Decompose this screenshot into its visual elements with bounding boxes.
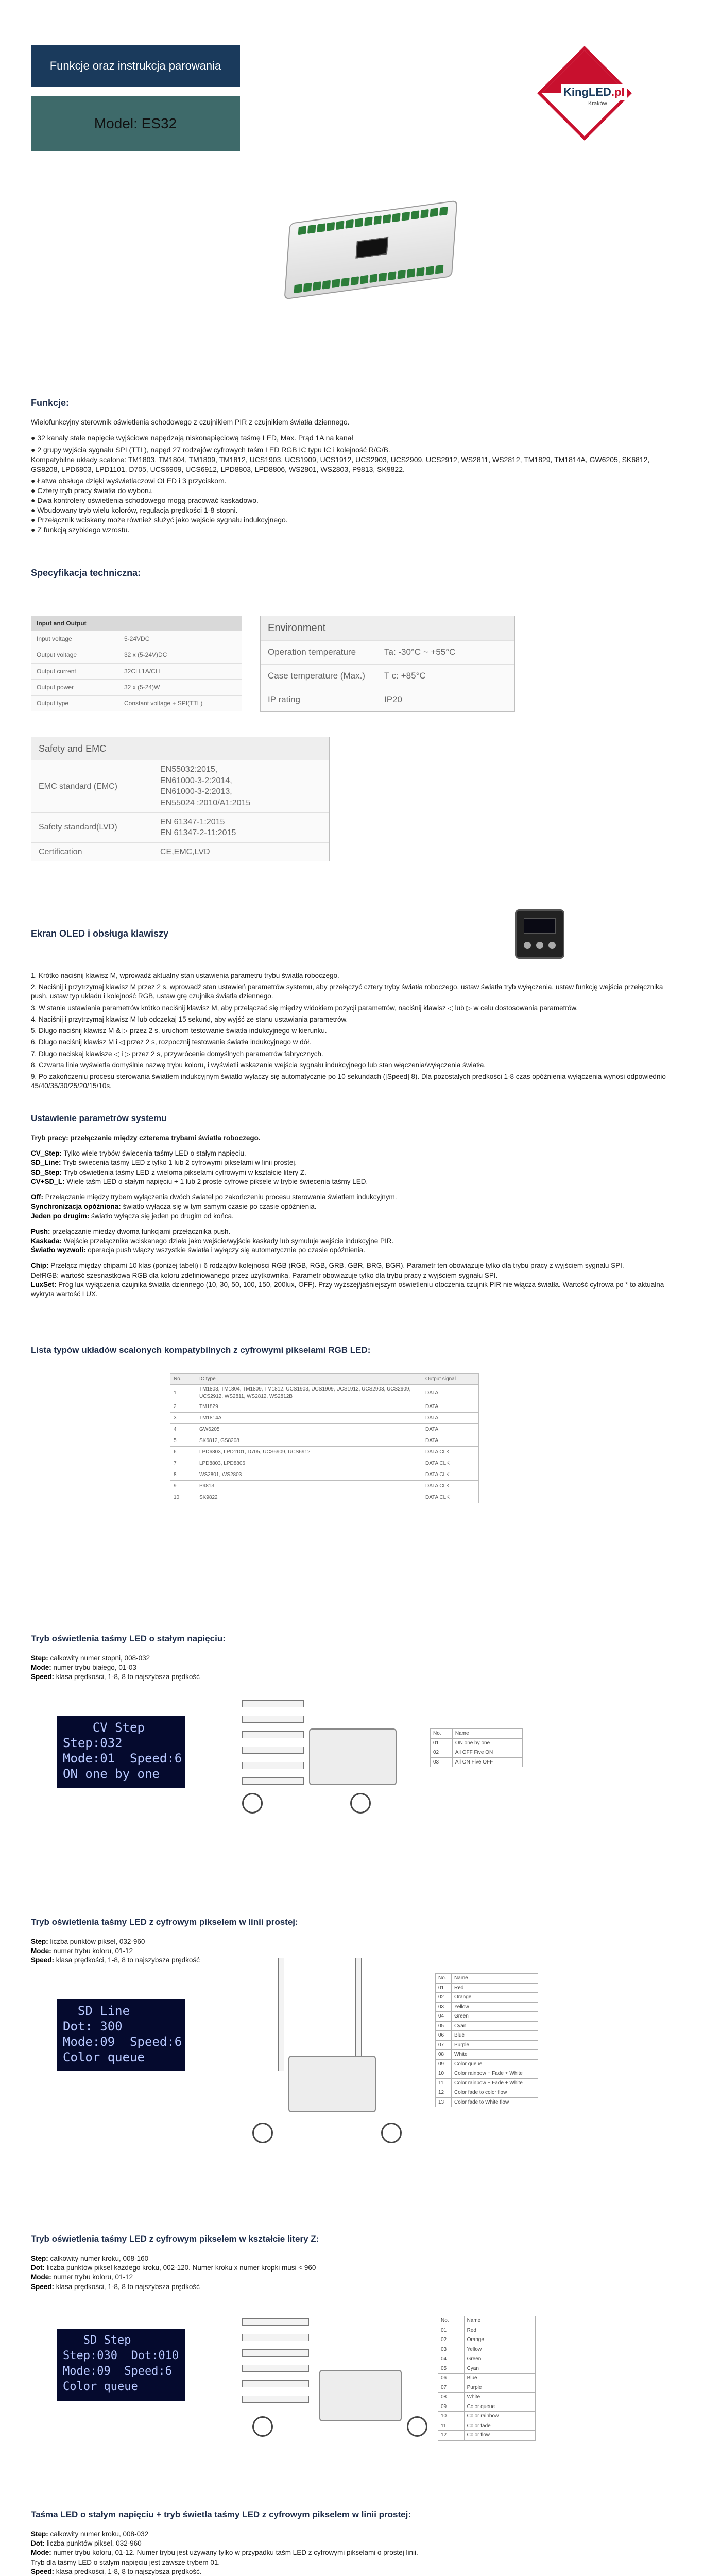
table-row: No. Name xyxy=(431,1729,523,1739)
table-row: 5 SK6812, GS8208 DATA xyxy=(170,1435,479,1447)
param-line: Speed: klasa prędkości, 1-8, 8 to najszybsza prędkość. xyxy=(31,2567,202,2575)
key-m-icon xyxy=(536,942,543,949)
table-row: 05 Cyan xyxy=(438,2364,536,2374)
led-strip-icon xyxy=(242,2396,309,2403)
io-value: 5-24VDC xyxy=(124,635,150,643)
functions-title: Funkcje: xyxy=(31,398,70,408)
oled-item: 7. Długo naciskaj klawisze ◁ i ▷ przez 2 s, przywrócenie domyślnych parametrów fabrycznych. xyxy=(31,1049,323,1058)
table-row: 05 Cyan xyxy=(436,2021,538,2031)
table-row: 07 Purple xyxy=(438,2383,536,2393)
safety-value: EN 61347-1:2015 EN 61347-2-11:2015 xyxy=(160,817,236,838)
functions-bullet: ● Cztery tryb pracy światła do wyboru. xyxy=(31,486,153,495)
ic-table-header-row xyxy=(170,1374,479,1385)
safety-row xyxy=(31,842,329,861)
system-line: CV_Step: Tylko wiele trybów świecenia taśmy LED o stałym napięciu. xyxy=(31,1149,246,1158)
specs-title: Specyfikacja techniczna: xyxy=(31,568,141,578)
io-row xyxy=(31,695,242,711)
io-row xyxy=(31,679,242,695)
oled-display-icon xyxy=(356,237,389,259)
led-strip-icon xyxy=(242,2349,309,2357)
table-row: 3 TM1814A DATA xyxy=(170,1413,479,1424)
ic-list-title: Lista typów układów scalonych kompatybilnych z cyfrowymi pikselami RGB LED: xyxy=(31,1345,371,1355)
mode-sdline-title: Tryb oświetlenia taśmy LED z cyfrowym pikselem w linii prostej: xyxy=(31,1917,298,1927)
led-strip-icon xyxy=(278,1958,284,2071)
table-row: 1 TM1803, TM1804, TM1809, TM1812, UCS1903, UCS1909, UCS1912, UCS2903, UCS2909, UCS2912, WS2811, WS2812, WS2812B DATA xyxy=(170,1385,479,1401)
safety-value: CE,EMC,LVD xyxy=(160,847,210,856)
env-label: IP rating xyxy=(268,694,301,705)
oled-item: 9. Po zakończeniu procesu sterowania światłem indukcyjnym światło wyłączy się automatycznie po 10 sekundach ([Speed] 8). Dla pozostałych prędkości 1-8 czas opóźnienia wyłączenia wynosi odpowiednio 45/40/35/30/25/20/15/10s. xyxy=(31,1072,666,1090)
table-row: 08 White xyxy=(436,2050,538,2060)
io-label: Output type xyxy=(37,699,69,707)
system-line: LuxSet: Próg lux wyłączenia czujnika światła dziennego (10, 30, 50, 100, 150, 200lux, OFF). Przy wyższej/jaśniejszym oświetleniu otoczenia czujnik PIR nie włącza światła. Wartość cyfrowa po * to aktualna wykryta wartość LUX. xyxy=(31,1280,664,1298)
ic-type-table xyxy=(170,1373,479,1503)
oled-screen-icon xyxy=(524,918,556,934)
io-label: Input voltage xyxy=(37,635,72,643)
led-strip-icon xyxy=(242,2380,309,2387)
functions-bullet: ● Dwa kontrolery oświetlenia schodowego mogą pracować kaskadowo. xyxy=(31,496,259,505)
param-line: Mode: numer trybu białego, 01-03 xyxy=(31,1664,136,1672)
led-strip-icon xyxy=(242,2334,309,2341)
table-row: 08 White xyxy=(438,2393,536,2402)
daylight-sensor-icon xyxy=(381,2123,402,2143)
param-line: Step: całkowity numer stopni, 008-032 xyxy=(31,1654,150,1662)
mode-sdstep-params xyxy=(31,2254,680,2294)
ic-col-header: Output signal xyxy=(422,1374,479,1385)
env-value: T c: +85°C xyxy=(384,671,426,681)
pir-sensor-icon xyxy=(252,2123,273,2143)
table-row: 10 Color rainbow + Fade + White xyxy=(436,2069,538,2079)
functions-bullet: ● Z funkcją szybkiego wzrostu. xyxy=(31,525,130,534)
oled-item: 1. Krótko naciśnij klawisz M, wprowadź aktualny stan ustawienia parametru trybu światła roboczego. xyxy=(31,972,339,979)
table-row: 4 GW6205 DATA xyxy=(170,1424,479,1435)
led-strip-icon xyxy=(242,1700,304,1707)
environment-header: Environment xyxy=(261,616,514,640)
env-value: Ta: -30°C ~ +55°C xyxy=(384,647,456,657)
document-title-bar xyxy=(31,45,240,87)
functions-bullet: ● 2 grupy wyjścia sygnału SPI (TTL), napęd 27 rodzajów cyfrowych taśm LED RGB IC typu IC i kolejność R/G/B. xyxy=(31,445,390,454)
table-row: 02 Orange xyxy=(438,2335,536,2345)
table-row: 12 Color fade to color flow xyxy=(436,2088,538,2098)
env-row xyxy=(261,640,514,664)
oled-item: 6. Długo naciśnij klawisz M i ◁ przez 2 s, rozpocznij testowanie światła indukcyjnego w dół. xyxy=(31,1038,311,1046)
led-strip-icon xyxy=(355,1958,362,2071)
io-value: 32 x (5-24V)DC xyxy=(124,651,167,659)
table-row: 2 TM1829 DATA xyxy=(170,1401,479,1413)
table-row: 01 ON one by one xyxy=(431,1738,523,1748)
system-line: Kaskada: Wejście przełącznika wciskanego działa jako wejście/wyjście kaskady lub symuluje wejście indukcyjne PIR. xyxy=(31,1236,394,1245)
param-line: Speed: klasa prędkości, 1-8, 8 to najszybsza prędkość xyxy=(31,2282,200,2291)
table-row: No. Name xyxy=(436,1974,538,1984)
oled-device-image xyxy=(515,909,564,959)
io-label: Output power xyxy=(37,683,74,691)
table-row: 03 All ON Five OFF xyxy=(431,1757,523,1767)
document-title: Funkcje oraz instrukcja parowania xyxy=(49,59,221,73)
product-controller-image xyxy=(284,200,457,299)
led-strip-icon xyxy=(242,1731,304,1738)
led-strip-icon xyxy=(242,1762,304,1769)
system-block xyxy=(31,1133,680,1301)
param-line: Speed: klasa prędkości, 1-8, 8 to najszybsza prędkość xyxy=(31,1673,200,1681)
functions-bullet: ● Wbudowany tryb wielu kolorów, regulacja prędkości 1-8 stopni. xyxy=(31,506,238,515)
safety-row xyxy=(31,760,329,812)
system-line: CV+SD_L: Wiele taśm LED o stałym napięciu + 1 lub 2 proste cyfrowe piksele w trybie świecenia taśmy LED. xyxy=(31,1177,368,1185)
mode-table-sdline xyxy=(435,1973,538,2107)
controller-diagram-icon xyxy=(288,2056,376,2112)
oled-title: Ekran OLED i obsługa klawiszy xyxy=(31,928,169,939)
safety-table xyxy=(31,737,330,861)
system-subtitle: Tryb pracy: przełączanie między czterema trybami światła roboczego. xyxy=(31,1134,261,1142)
terminal-block-top xyxy=(298,207,448,235)
key-right-icon xyxy=(548,942,556,949)
param-line: Dot: liczba punktów piksel każdego kroku, 002-120. Numer kroku x numer kropki musi < 960 xyxy=(31,2264,316,2272)
table-row: 12 Color flow xyxy=(438,2431,536,2441)
param-line: Mode: numer trybu koloru, 01-12. Numer trybu jest używany tylko w przypadku taśm LED z cyfrowymi pikselami o prostej linii. xyxy=(31,2549,418,2557)
functions-bullet: ● 32 kanały stałe napięcie wyjściowe napędzają niskonapięciową taśmę LED, Max. Prąd 1A na kanał xyxy=(31,433,353,442)
io-value: 32CH,1A/CH xyxy=(124,667,160,675)
io-label: Output current xyxy=(37,667,76,675)
io-row xyxy=(31,631,242,647)
io-label: Output voltage xyxy=(37,651,77,659)
safety-value: EN55032:2015, EN61000-3-2:2014, EN61000-3-2:2013, EN55024 :2010/A1:2015 xyxy=(160,765,251,808)
table-row: 8 WS2801, WS2803 DATA CLK xyxy=(170,1469,479,1481)
safety-label: Certification xyxy=(39,847,82,856)
system-line: DefRGB: wartość szesnastkowa RGB dla koloru zdefiniowanego przez użytkownika. Parametr obowiązuje tylko dla trybu pracy z wyjściem sygnału SPI. xyxy=(31,1271,498,1279)
oled-item: 8. Czwarta linia wyświetla domyślnie nazwę trybu koloru, i wyświetli wskazanie wejścia sygnału indukcyjnego lub stan włączenia/wyłączenia światła. xyxy=(31,1061,486,1069)
table-row: 02 All OFF Five ON xyxy=(431,1748,523,1758)
oled-screen-sdstep: SD Step Step:030 Dot:010 Mode:09 Speed:6 Color queue xyxy=(57,2329,185,2401)
functions-bullet: ● Łatwa obsługa dzięki wyświetlaczowi OLED i 3 przyciskom. xyxy=(31,477,227,485)
safety-label: Safety standard(LVD) xyxy=(39,823,117,832)
daylight-sensor-icon xyxy=(350,1793,371,1814)
led-strip-icon xyxy=(242,1777,304,1785)
oled-item: 5. Długo naciśnij klawisz M & ▷ przez 2 s, uruchom testowanie światła indukcyjnego w kierunku. xyxy=(31,1027,327,1035)
param-line: Mode: numer trybu koloru, 01-12 xyxy=(31,2273,133,2281)
table-row: 01 Red xyxy=(436,1983,538,1993)
led-strip-icon xyxy=(242,2318,309,2326)
logo-suffix: .pl xyxy=(611,86,625,98)
oled-screen-sdline: SD Line Dot: 300 Mode:09 Speed:6 Color queue xyxy=(57,1999,185,2071)
mode-table-cv xyxy=(430,1728,523,1767)
io-value: 32 x (5-24)W xyxy=(124,683,160,691)
env-value: IP20 xyxy=(384,694,402,705)
oled-item: 3. W stanie ustawiania parametrów krótko naciśnij klawisz M, aby przełączać się między widokiem pozycji parametrów, naciśnij klawisz ◁ lub ▷ w celu dostosowania parametrów. xyxy=(31,1004,578,1012)
system-line: Off: Przełączanie między trybem wyłączenia dwóch świateł po zakończeniu procesu sterowania światłem indukcyjnym. xyxy=(31,1193,397,1201)
param-line: Mode: numer trybu koloru, 01-12 xyxy=(31,1947,133,1955)
table-row: 09 Color queue xyxy=(436,2059,538,2069)
functions-bullet: ● Przełącznik wciskany może również służyć jako wejście sygnału indukcyjnego. xyxy=(31,516,288,524)
mode-cv-params xyxy=(31,1654,680,1684)
table-row: 04 Green xyxy=(438,2354,536,2364)
oled-item: 2. Naciśnij i przytrzymaj klawisz M przez 2 s, wprowadź stan ustawień parametrów systemu, aby przełączyć cztery tryby światła roboczego, ustaw światła tryb wyłączenia, ustaw funkcję wejścia przełącznika push, ustaw typ układu i kolejność RGB, ustaw grę czujnika światła dziennego. xyxy=(31,983,663,1001)
system-title: Ustawienie parametrów systemu xyxy=(31,1113,167,1123)
system-line: Chip: Przełącz między chipami 10 klas (poniżej tabeli) i 6 rodzajów kolejności RGB (RGB, RGB, GRB, GBR, BRG, BGR). Parametr ten obowiązuje tylko dla trybu pracy z wyjściem sygnału SPI. xyxy=(31,1262,624,1270)
system-line: Push: przełączanie między dwoma funkcjami przełącznika push. xyxy=(31,1227,231,1235)
param-line: Dot: liczba punktów piksel, 032-960 xyxy=(31,2539,142,2548)
controller-diagram-icon xyxy=(309,1728,397,1785)
model-bar xyxy=(31,96,240,151)
system-line: Jeden po drugim: światło wyłącza się jeden po drugim od końca. xyxy=(31,1212,234,1220)
param-line: Step: całkowity numer kroku, 008-032 xyxy=(31,2530,149,2538)
table-row: 03 Yellow xyxy=(438,2345,536,2354)
io-table-header: Input and Output xyxy=(31,616,242,631)
oled-instructions xyxy=(31,971,680,1093)
env-row xyxy=(261,688,514,711)
mode-table-sdstep xyxy=(438,2316,536,2441)
oled-item: 4. Naciśnij i przytrzymaj klawisz M lub odczekaj 15 sekund, aby wyjść ze stanu ustawiania parametrów. xyxy=(31,1015,348,1023)
table-row: 07 Purple xyxy=(436,2040,538,2050)
ic-col-header: IC type xyxy=(196,1374,422,1385)
io-row xyxy=(31,663,242,679)
key-left-icon xyxy=(524,942,531,949)
table-row: 03 Yellow xyxy=(436,2002,538,2012)
table-row: No. Name xyxy=(438,2316,536,2326)
io-value: Constant voltage + SPI(TTL) xyxy=(124,699,203,707)
env-label: Operation temperature xyxy=(268,647,356,657)
table-row: 11 Color fade xyxy=(438,2421,536,2431)
pir-sensor-icon xyxy=(252,2416,273,2437)
terminal-block-bottom xyxy=(294,265,444,293)
param-line: Step: całkowity numer kroku, 008-160 xyxy=(31,2255,149,2262)
table-row: 6 LPD6803, LPD1101, D705, UCS6909, UCS6912 DATA CLK xyxy=(170,1447,479,1458)
table-row: 10 Color rainbow xyxy=(438,2412,536,2421)
io-row xyxy=(31,647,242,663)
environment-table xyxy=(260,616,515,712)
table-row: 7 LPD8803, LPD8806 DATA CLK xyxy=(170,1458,479,1469)
led-strip-icon xyxy=(242,1747,304,1754)
oled-screen-cv: CV Step Step:032 Mode:01 Speed:6 ON one by one xyxy=(57,1716,185,1788)
io-table xyxy=(31,616,242,711)
safety-row xyxy=(31,812,329,842)
mode-cv-title: Tryb oświetlenia taśmy LED o stałym napięciu: xyxy=(31,1634,226,1643)
mode-sdstep-title: Tryb oświetlenia taśmy LED z cyfrowym pikselem w kształcie litery Z: xyxy=(31,2234,319,2244)
table-row: 13 Color fade to White flow xyxy=(436,2097,538,2107)
system-line: SD_Line: Tryb świecenia taśmy LED z tylko 1 lub 2 cyfrowymi pikselami w linii prostej. xyxy=(31,1159,297,1167)
table-row: 01 Red xyxy=(438,2326,536,2335)
logo-brand: KingLED xyxy=(563,86,611,98)
daylight-sensor-icon xyxy=(407,2416,427,2437)
system-line: Światło wyzwoli: operacja push włączy wszystkie światła i wyłączy się automatycznie po czasie opóźnienia. xyxy=(31,1246,366,1255)
ic-col-header: No. xyxy=(170,1374,196,1385)
mode-cvsd-title: Taśma LED o stałym napięciu + tryb świetla taśmy LED z cyfrowym pikselem w linii prostej: xyxy=(31,2510,411,2519)
functions-intro: Wielofunkcyjny sterownik oświetlenia schodowego z czujnikiem PIR z czujnikiem światła dziennego. xyxy=(31,418,350,426)
table-row: 10 SK9822 DATA CLK xyxy=(170,1492,479,1503)
param-line: Tryb dla taśmy LED o stałym napięciu jest zawsze trybem 01. xyxy=(31,2558,220,2566)
table-row: 09 Color queue xyxy=(438,2402,536,2412)
env-row xyxy=(261,664,514,688)
model-label: Model: ES32 xyxy=(94,115,177,132)
table-row: 11 Color rainbow + Fade + White xyxy=(436,2078,538,2088)
functions-block xyxy=(31,417,680,537)
safety-header: Safety and EMC xyxy=(31,737,329,760)
table-row: 04 Green xyxy=(436,2012,538,2022)
system-line: SD_Step: Tryb oświetlenia taśmy LED z wieloma pikselami cyfrowymi w kształcie litery Z. xyxy=(31,1168,306,1176)
param-line: Speed: klasa prędkości, 1-8, 8 to najszybsza prędkość xyxy=(31,1956,200,1964)
led-strip-icon xyxy=(242,2365,309,2372)
logo-text xyxy=(561,84,627,100)
kingled-logo xyxy=(541,55,670,132)
safety-label: EMC standard (EMC) xyxy=(39,782,117,791)
mode-cvsd-params xyxy=(31,2530,680,2576)
pir-sensor-icon xyxy=(242,1793,263,1814)
env-label: Case temperature (Max.) xyxy=(268,671,365,681)
functions-bullet: Kompatybilne układy scalone: TM1803, TM1804, TM1809, TM1812, UCS1903, UCS1909, UCS1912, UCS2903, UCS2909, UCS2912, WS2811, WS2812, TM1829, TM1814A, GW6205, SK6812, GS8208, LPD6803, LPD1101, D705, UCS6909, UCS6912, LPD8803, LPD8806, WS2801, WS2803, P9813, SK9822. xyxy=(31,455,650,473)
led-strip-icon xyxy=(242,1716,304,1723)
table-row: 9 P9813 DATA CLK xyxy=(170,1481,479,1492)
table-row: 02 Orange xyxy=(436,1993,538,2003)
logo-subtitle: Kraków xyxy=(586,100,609,108)
system-line: Synchronizacja opóźniona: światło wyłącza się w tym samym czasie po czasie opóźnienia. xyxy=(31,1202,317,1211)
table-row: 06 Blue xyxy=(438,2374,536,2383)
param-line: Step: liczba punktów piksel, 032-960 xyxy=(31,1938,145,1945)
table-row: 06 Blue xyxy=(436,2031,538,2041)
controller-diagram-icon xyxy=(319,2370,402,2421)
